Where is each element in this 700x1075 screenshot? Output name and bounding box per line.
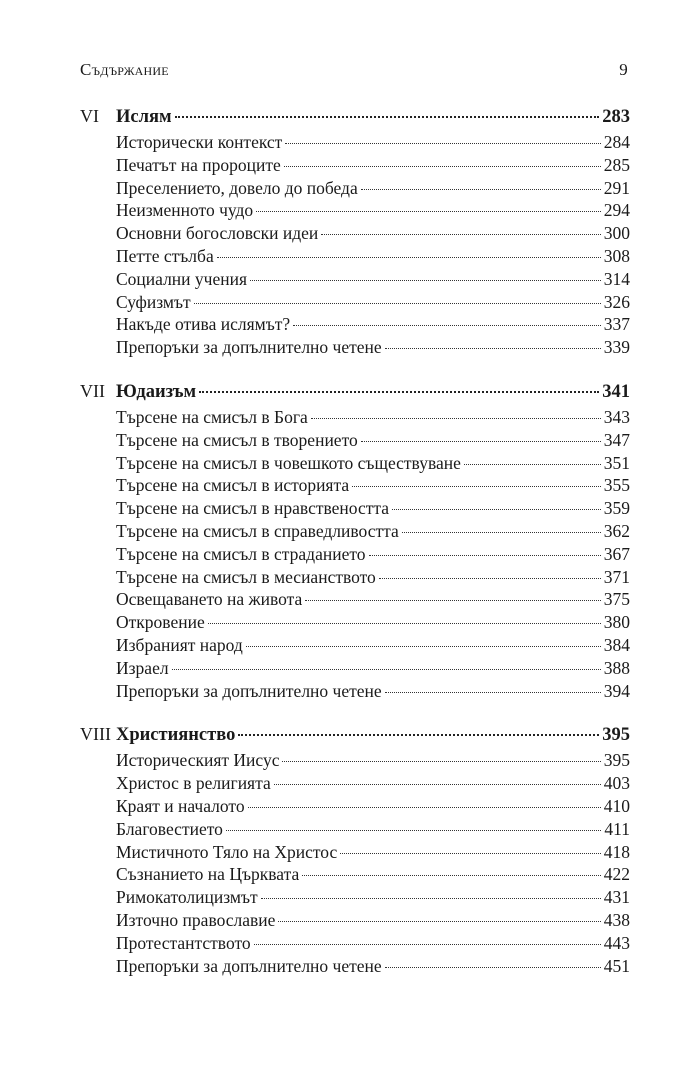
entry-title: Неизменното чудо (116, 200, 254, 221)
toc-entry[interactable] (80, 933, 630, 956)
entry-title: Петте стълба (116, 245, 214, 266)
entry-page-number: 384 (603, 634, 630, 655)
dot-leader (261, 898, 601, 899)
entry-page-number: 422 (603, 864, 630, 885)
entry-title: Основни богословски идеи (116, 223, 319, 244)
entry-page-number: 394 (603, 680, 630, 701)
entry-page-number: 443 (603, 932, 630, 953)
entry-page-number: 362 (603, 520, 630, 541)
part-page-number: 283 (602, 107, 630, 127)
entry-page-number: 371 (603, 566, 630, 587)
dot-leader (379, 578, 601, 579)
entry-title: Суфизмът (116, 291, 191, 312)
entry-title: Търсене на смисъл в историята (116, 475, 350, 496)
entry-page-number: 285 (603, 154, 630, 175)
entry-title: Накъде отива ислямът? (116, 314, 291, 335)
entry-title: Освещаването на живота (116, 589, 303, 610)
entry-page-number: 284 (603, 132, 630, 152)
dot-leader (254, 944, 601, 945)
entry-title: Избраният народ (116, 634, 243, 655)
entry-title: Откровение (116, 612, 205, 633)
toc-entry[interactable] (80, 223, 630, 246)
toc-entry[interactable] (80, 589, 630, 612)
dot-leader (392, 509, 601, 510)
entry-page-number: 410 (603, 795, 630, 816)
toc-entry[interactable] (80, 498, 630, 521)
toc-entry[interactable] (80, 864, 630, 887)
toc-entry[interactable] (80, 819, 630, 842)
entry-title: Търсене на смисъл в човешкото съществуване (116, 452, 461, 473)
part-title: Ислям (116, 107, 172, 127)
entry-title: Римокатолицизмът (116, 887, 258, 908)
part-page-number: 395 (602, 725, 630, 746)
entry-title: Благовестието (116, 818, 223, 839)
toc-part-heading[interactable] (80, 724, 630, 750)
entry-title: Търсене на смисъл в Бога (116, 406, 308, 427)
entry-page-number: 314 (603, 268, 630, 289)
entry-page-number: 339 (603, 337, 630, 358)
dot-leader (226, 830, 602, 831)
entry-page-number: 294 (603, 200, 630, 221)
entry-title: Съзнанието на Църквата (116, 864, 300, 885)
entry-page-number: 367 (603, 543, 630, 564)
dot-leader (361, 441, 601, 442)
toc-entry[interactable] (80, 681, 630, 704)
part-numeral: VI (80, 106, 99, 126)
dot-leader (285, 143, 600, 144)
entry-page-number: 438 (603, 909, 630, 930)
toc-entry[interactable] (80, 337, 630, 360)
dot-leader (385, 348, 601, 349)
toc-entry[interactable] (80, 155, 630, 178)
entry-page-number: 388 (603, 657, 630, 678)
toc-entry[interactable] (80, 292, 630, 315)
dot-leader (321, 234, 600, 235)
dot-leader (274, 784, 601, 785)
toc-entry[interactable] (80, 842, 630, 865)
toc-part (80, 381, 630, 703)
entry-title: Исторически контекст (116, 132, 283, 152)
toc-entry[interactable] (80, 796, 630, 819)
dot-leader (305, 600, 600, 601)
entry-title: Търсене на смисъл в месианството (116, 566, 376, 587)
dot-leader (402, 532, 601, 533)
toc-entry[interactable] (80, 314, 630, 337)
entry-page-number: 418 (603, 841, 630, 862)
entry-page-number: 347 (603, 429, 630, 450)
toc-part-heading[interactable] (80, 106, 630, 132)
entry-title: Препоръки за допълнително четене (116, 337, 382, 358)
dot-leader (302, 875, 601, 876)
dot-leader (256, 211, 601, 212)
dot-leader (248, 807, 601, 808)
entry-page-number: 300 (603, 223, 630, 244)
entry-page-number: 291 (603, 177, 630, 198)
part-title: Юдаизъм (116, 381, 197, 402)
dot-leader (238, 734, 599, 736)
toc-entry[interactable] (80, 910, 630, 933)
part-numeral: VII (80, 380, 105, 401)
entry-title: Краят и началото (116, 795, 245, 816)
entry-title: Израел (116, 657, 169, 678)
running-header (80, 60, 628, 80)
entry-page-number: 308 (603, 245, 630, 266)
entry-page-number: 355 (603, 475, 630, 496)
entry-title: Историческият Иисус (116, 750, 280, 771)
toc-entry[interactable] (80, 246, 630, 269)
entry-page-number: 375 (603, 589, 630, 610)
entry-page-number: 395 (603, 750, 630, 771)
dot-leader (282, 761, 600, 762)
toc-part (80, 724, 630, 978)
entry-title: Мистичното Тяло на Христос (116, 841, 338, 862)
entry-title: Социални учения (116, 268, 248, 289)
dot-leader (208, 623, 601, 624)
entry-page-number: 359 (603, 498, 630, 519)
dot-leader (340, 853, 600, 854)
toc-entry[interactable] (80, 567, 630, 590)
dot-leader (250, 280, 601, 281)
dot-leader (385, 692, 601, 693)
toc-entry[interactable] (80, 475, 630, 498)
part-page-number: 341 (602, 381, 630, 402)
toc-entry[interactable] (80, 178, 630, 201)
dot-leader (278, 921, 600, 922)
dot-leader (199, 391, 599, 393)
toc-entry[interactable] (80, 750, 630, 773)
entry-title: Търсене на смисъл в страданието (116, 543, 366, 564)
entry-title: Христос в религията (116, 773, 271, 794)
dot-leader (284, 166, 601, 167)
entry-title: Печатът на пророците (116, 154, 281, 175)
toc-entry[interactable] (80, 200, 630, 223)
entry-page-number: 380 (603, 612, 630, 633)
entry-page-number: 337 (603, 314, 630, 335)
entry-page-number: 403 (603, 773, 630, 794)
entry-title: Преселението, довело до победа (116, 177, 358, 198)
entry-page-number: 343 (603, 406, 630, 427)
entry-title: Източно православие (116, 909, 276, 930)
dot-leader (194, 303, 601, 304)
dot-leader (172, 669, 601, 670)
toc-entry[interactable] (80, 887, 630, 910)
dot-leader (361, 189, 601, 190)
entry-title: Протестантството (116, 932, 251, 953)
entry-title: Търсене на смисъл в нравствеността (116, 498, 390, 519)
toc-part-heading[interactable] (80, 381, 630, 407)
toc-entry[interactable] (80, 521, 630, 544)
toc-entry[interactable] (80, 430, 630, 453)
toc-entry[interactable] (80, 544, 630, 567)
dot-leader (217, 257, 601, 258)
entry-title: Търсене на смисъл в творението (116, 429, 358, 450)
entry-page-number: 451 (603, 955, 630, 976)
toc-part (80, 106, 630, 360)
toc-entry[interactable] (80, 773, 630, 796)
entry-title: Препоръки за допълнително четене (116, 955, 382, 976)
toc-entry[interactable] (80, 612, 630, 635)
entry-title: Препоръки за допълнително четене (116, 680, 382, 701)
toc-entry[interactable] (80, 956, 630, 979)
toc-entry[interactable] (80, 269, 630, 292)
part-numeral: VIII (80, 724, 111, 745)
dot-leader (369, 555, 601, 556)
dot-leader (311, 418, 601, 419)
toc-entry[interactable] (80, 453, 630, 476)
entry-page-number: 351 (603, 452, 630, 473)
part-title: Християнство (116, 725, 236, 746)
page-number: 9 (619, 60, 628, 79)
running-head-title: Съдържание (80, 60, 169, 79)
dot-leader (175, 116, 600, 118)
entry-page-number: 326 (603, 291, 630, 312)
dot-leader (385, 967, 601, 968)
dot-leader (293, 325, 601, 326)
toc-entry[interactable] (80, 407, 630, 430)
dot-leader (464, 464, 601, 465)
toc-entry[interactable] (80, 132, 630, 155)
toc-entry[interactable] (80, 658, 630, 681)
toc-entry[interactable] (80, 635, 630, 658)
entry-page-number: 431 (603, 887, 630, 908)
dot-leader (352, 486, 601, 487)
entry-title: Търсене на смисъл в справедливостта (116, 520, 399, 541)
entry-page-number: 411 (604, 818, 630, 839)
table-of-contents (80, 106, 630, 999)
dot-leader (246, 646, 601, 647)
